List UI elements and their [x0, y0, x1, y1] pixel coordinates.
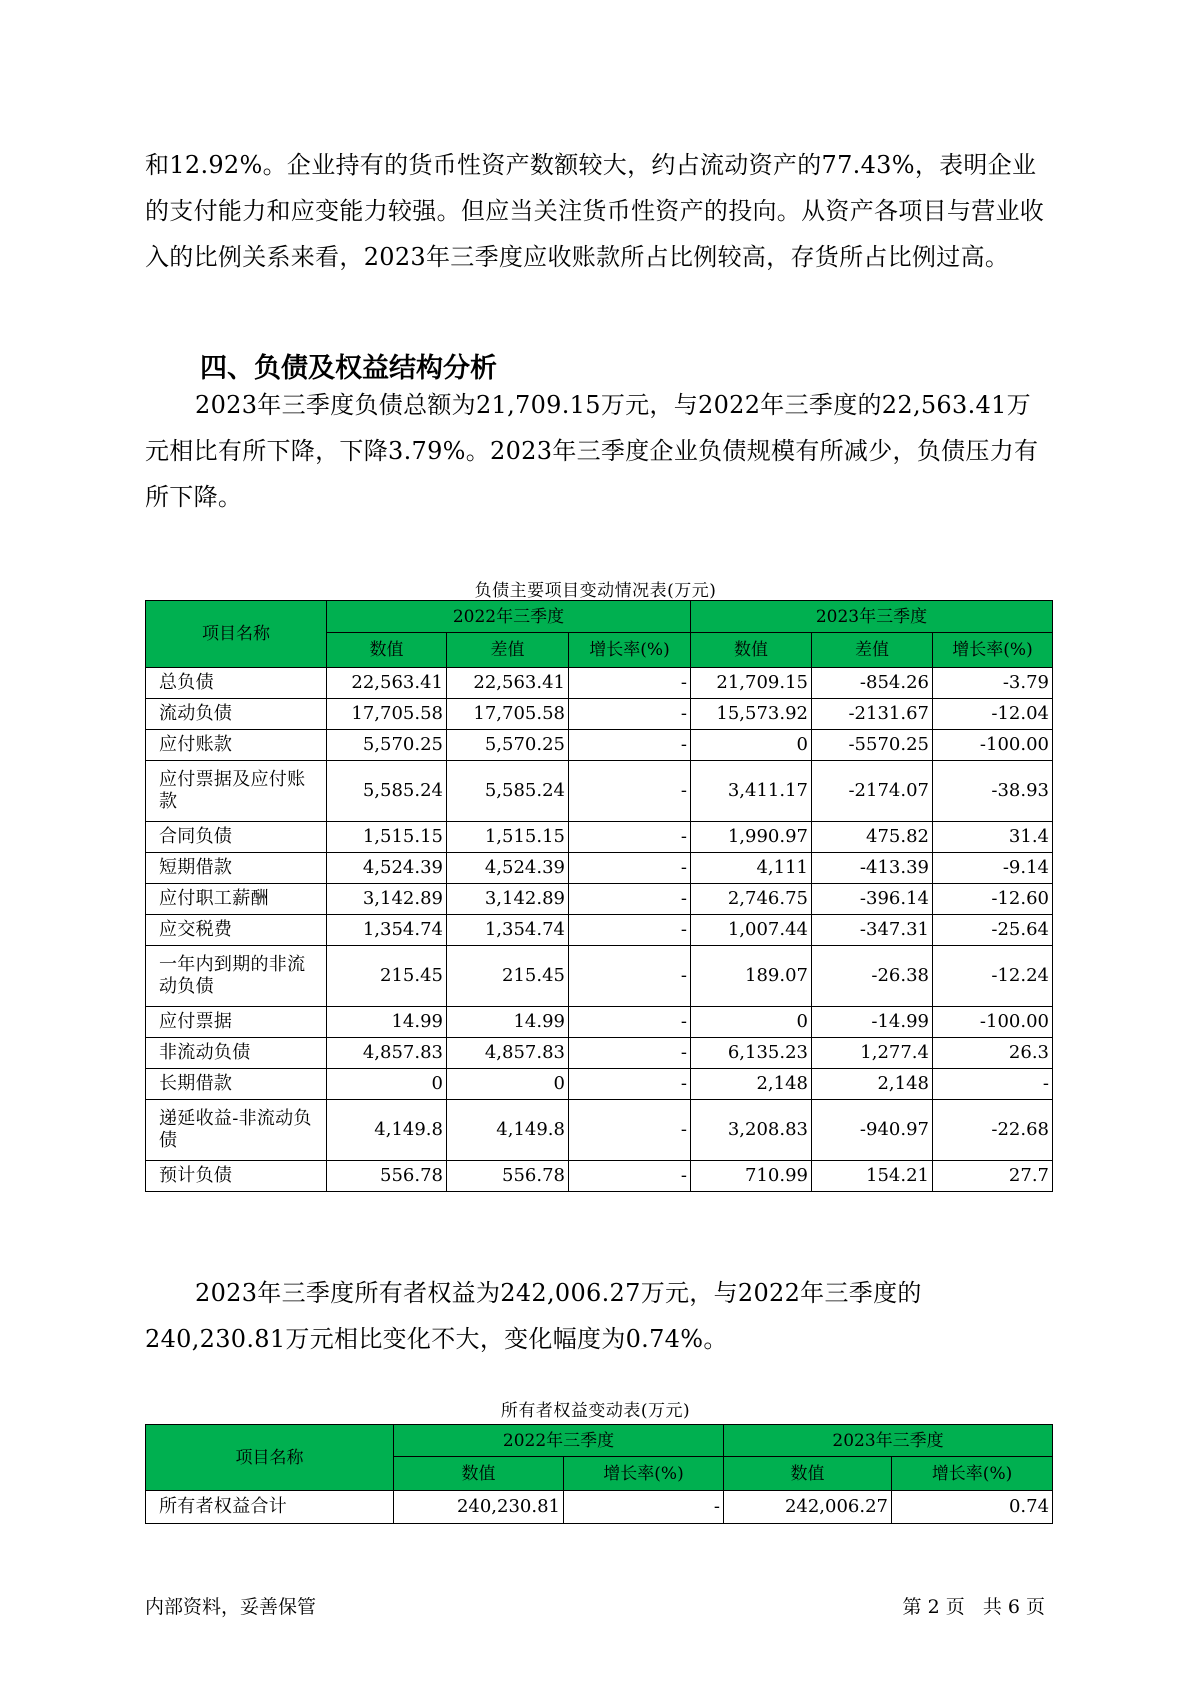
table-row — [146, 1100, 1053, 1161]
cell-item-name: 流动负债 — [146, 699, 327, 730]
section-heading: 四、负债及权益结构分析 — [200, 353, 497, 384]
cell-diff-2022: 5,570.25 — [447, 730, 569, 761]
cell-diff-2023: 154.21 — [812, 1161, 933, 1192]
table-row — [146, 1007, 1053, 1038]
cell-diff-2022: 1,515.15 — [447, 822, 569, 853]
cell-value-2023: 710.99 — [691, 1161, 812, 1192]
cell-growth-2023: - — [933, 1069, 1053, 1100]
cell-item-name: 预计负债 — [146, 1161, 327, 1192]
cell-diff-2022: 215.45 — [447, 946, 569, 1007]
cell-diff-2022: 4,149.8 — [447, 1100, 569, 1161]
cell-diff-2023: -347.31 — [812, 915, 933, 946]
cell-diff-2022: 14.99 — [447, 1007, 569, 1038]
cell-diff-2023: -2131.67 — [812, 699, 933, 730]
table-row — [146, 853, 1053, 884]
cell-value-2022: 4,149.8 — [327, 1100, 447, 1161]
cell-diff-2023: -413.39 — [812, 853, 933, 884]
table-row — [146, 1069, 1053, 1100]
table-row — [146, 1491, 1053, 1524]
cell-diff-2023: 1,277.4 — [812, 1038, 933, 1069]
cell-item-name: 合同负债 — [146, 822, 327, 853]
cell-item-name: 应付票据及应付账款 — [146, 761, 327, 822]
cell-item-name: 应付职工薪酬 — [146, 884, 327, 915]
cell-value-2023: 189.07 — [691, 946, 812, 1007]
footer-confidential-note: 内部资料，妥善保管 — [145, 1596, 317, 1618]
cell-diff-2023: -854.26 — [812, 668, 933, 699]
cell-growth-2023: -22.68 — [933, 1100, 1053, 1161]
cell-diff-2022: 3,142.89 — [447, 884, 569, 915]
cell-value-2023: 4,111 — [691, 853, 812, 884]
cell-value-2022: 22,563.41 — [327, 668, 447, 699]
paragraph-equity-summary: 2023年三季度所有者权益为242,006.27万元，与2022年三季度的240,230.81万元相比变化不大，变化幅度为0.74%。 — [145, 1279, 922, 1353]
cell-value-2022: 5,585.24 — [327, 761, 447, 822]
equity-value-2022: 240,230.81 — [394, 1491, 564, 1524]
cell-value-2022: 215.45 — [327, 946, 447, 1007]
equity-table-caption: 所有者权益变动表(万元) — [500, 1401, 691, 1421]
table-row — [146, 1161, 1053, 1192]
cell-value-2023: 21,709.15 — [691, 668, 812, 699]
cell-value-2023: 6,135.23 — [691, 1038, 812, 1069]
cell-growth-2022: - — [569, 1069, 691, 1100]
cell-item-name: 总负债 — [146, 668, 327, 699]
cell-diff-2022: 556.78 — [447, 1161, 569, 1192]
cell-item-name: 递延收益-非流动负债 — [146, 1100, 327, 1161]
cell-value-2022: 4,857.83 — [327, 1038, 447, 1069]
cell-item-name: 非流动负债 — [146, 1038, 327, 1069]
cell-growth-2023: -38.93 — [933, 761, 1053, 822]
cell-diff-2022: 22,563.41 — [447, 668, 569, 699]
cell-growth-2023: -3.79 — [933, 668, 1053, 699]
cell-value-2023: 0 — [691, 730, 812, 761]
cell-growth-2023: -9.14 — [933, 853, 1053, 884]
equity-header-value-2023: 数值 — [724, 1457, 892, 1491]
cell-growth-2022: - — [569, 730, 691, 761]
cell-value-2023: 1,007.44 — [691, 915, 812, 946]
equity-table — [145, 1424, 1053, 1524]
cell-diff-2023: 475.82 — [812, 822, 933, 853]
cell-value-2023: 2,148 — [691, 1069, 812, 1100]
equity-header-period-2022: 2022年三季度 — [394, 1425, 724, 1457]
cell-value-2022: 3,142.89 — [327, 884, 447, 915]
cell-growth-2022: - — [569, 761, 691, 822]
cell-diff-2022: 17,705.58 — [447, 699, 569, 730]
cell-item-name: 长期借款 — [146, 1069, 327, 1100]
cell-value-2022: 1,354.74 — [327, 915, 447, 946]
cell-value-2022: 14.99 — [327, 1007, 447, 1038]
header-diff-2023: 差值 — [812, 633, 933, 668]
paragraph-asset-summary: 和12.92%。企业持有的货币性资产数额较大，约占流动资产的77.43%，表明企业的支付能力和应变能力较强。但应当关注货币性资产的投向。从资产各项目与营业收入的比例关系来看，2023年三季度应收账款所占比例较高，存货所占比例过高。 — [145, 151, 1045, 271]
cell-diff-2023: -396.14 — [812, 884, 933, 915]
cell-value-2022: 17,705.58 — [327, 699, 447, 730]
cell-growth-2022: - — [569, 884, 691, 915]
cell-item-name: 应付票据 — [146, 1007, 327, 1038]
equity-growth-2023: 0.74 — [892, 1491, 1053, 1524]
equity-item-name: 所有者权益合计 — [146, 1491, 394, 1524]
header-value-2023: 数值 — [691, 633, 812, 668]
header-period-2023: 2023年三季度 — [691, 601, 1053, 633]
cell-item-name: 应付账款 — [146, 730, 327, 761]
cell-diff-2023: -940.97 — [812, 1100, 933, 1161]
cell-growth-2023: -12.04 — [933, 699, 1053, 730]
cell-growth-2022: - — [569, 1007, 691, 1038]
cell-value-2022: 556.78 — [327, 1161, 447, 1192]
cell-diff-2023: -26.38 — [812, 946, 933, 1007]
cell-growth-2022: - — [569, 1161, 691, 1192]
cell-diff-2023: 2,148 — [812, 1069, 933, 1100]
liability-table — [145, 600, 1053, 1192]
equity-header-value-2022: 数值 — [394, 1457, 564, 1491]
table-row — [146, 822, 1053, 853]
cell-growth-2022: - — [569, 1100, 691, 1161]
cell-item-name: 短期借款 — [146, 853, 327, 884]
header-diff-2022: 差值 — [447, 633, 569, 668]
cell-value-2022: 5,570.25 — [327, 730, 447, 761]
cell-diff-2023: -5570.25 — [812, 730, 933, 761]
table-row — [146, 730, 1053, 761]
cell-diff-2022: 0 — [447, 1069, 569, 1100]
cell-value-2023: 15,573.92 — [691, 699, 812, 730]
cell-value-2022: 1,515.15 — [327, 822, 447, 853]
cell-growth-2022: - — [569, 822, 691, 853]
cell-growth-2023: -25.64 — [933, 915, 1053, 946]
cell-growth-2022: - — [569, 1038, 691, 1069]
header-value-2022: 数值 — [327, 633, 447, 668]
header-growth-2023: 增长率(%) — [933, 633, 1053, 668]
cell-diff-2022: 1,354.74 — [447, 915, 569, 946]
header-period-2022: 2022年三季度 — [327, 601, 691, 633]
table-row — [146, 915, 1053, 946]
cell-growth-2022: - — [569, 699, 691, 730]
cell-growth-2023: 26.3 — [933, 1038, 1053, 1069]
cell-value-2023: 2,746.75 — [691, 884, 812, 915]
table-row — [146, 761, 1053, 822]
equity-header-growth-2023: 增长率(%) — [892, 1457, 1053, 1491]
cell-growth-2022: - — [569, 915, 691, 946]
cell-item-name: 应交税费 — [146, 915, 327, 946]
equity-header-growth-2022: 增长率(%) — [564, 1457, 724, 1491]
paragraph-liability-summary: 2023年三季度负债总额为21,709.15万元，与2022年三季度的22,563.41万元相比有所下降，下降3.79%。2023年三季度企业负债规模有所减少，负债压力有所下降。 — [145, 391, 1039, 511]
equity-growth-2022: - — [564, 1491, 724, 1524]
cell-diff-2022: 4,524.39 — [447, 853, 569, 884]
cell-value-2023: 3,411.17 — [691, 761, 812, 822]
cell-item-name: 一年内到期的非流动负债 — [146, 946, 327, 1007]
header-growth-2022: 增长率(%) — [569, 633, 691, 668]
cell-growth-2023: 27.7 — [933, 1161, 1053, 1192]
equity-header-item-name: 项目名称 — [146, 1425, 394, 1491]
table-row — [146, 668, 1053, 699]
cell-growth-2023: -12.24 — [933, 946, 1053, 1007]
cell-diff-2022: 5,585.24 — [447, 761, 569, 822]
cell-value-2023: 3,208.83 — [691, 1100, 812, 1161]
liability-table-caption: 负债主要项目变动情况表(万元) — [474, 581, 717, 601]
equity-value-2023: 242,006.27 — [724, 1491, 892, 1524]
table-row — [146, 699, 1053, 730]
table-row — [146, 884, 1053, 915]
cell-diff-2022: 4,857.83 — [447, 1038, 569, 1069]
cell-value-2023: 0 — [691, 1007, 812, 1038]
cell-value-2022: 4,524.39 — [327, 853, 447, 884]
cell-growth-2023: -100.00 — [933, 1007, 1053, 1038]
cell-growth-2022: - — [569, 668, 691, 699]
header-item-name: 项目名称 — [146, 601, 327, 668]
cell-value-2022: 0 — [327, 1069, 447, 1100]
table-row — [146, 1038, 1053, 1069]
footer-page-number: 第 2 页 共 6 页 — [902, 1596, 1045, 1618]
cell-diff-2023: -2174.07 — [812, 761, 933, 822]
cell-growth-2022: - — [569, 853, 691, 884]
cell-growth-2023: -12.60 — [933, 884, 1053, 915]
cell-value-2023: 1,990.97 — [691, 822, 812, 853]
cell-diff-2023: -14.99 — [812, 1007, 933, 1038]
cell-growth-2022: - — [569, 946, 691, 1007]
cell-growth-2023: 31.4 — [933, 822, 1053, 853]
table-row — [146, 946, 1053, 1007]
equity-header-period-2023: 2023年三季度 — [724, 1425, 1053, 1457]
cell-growth-2023: -100.00 — [933, 730, 1053, 761]
